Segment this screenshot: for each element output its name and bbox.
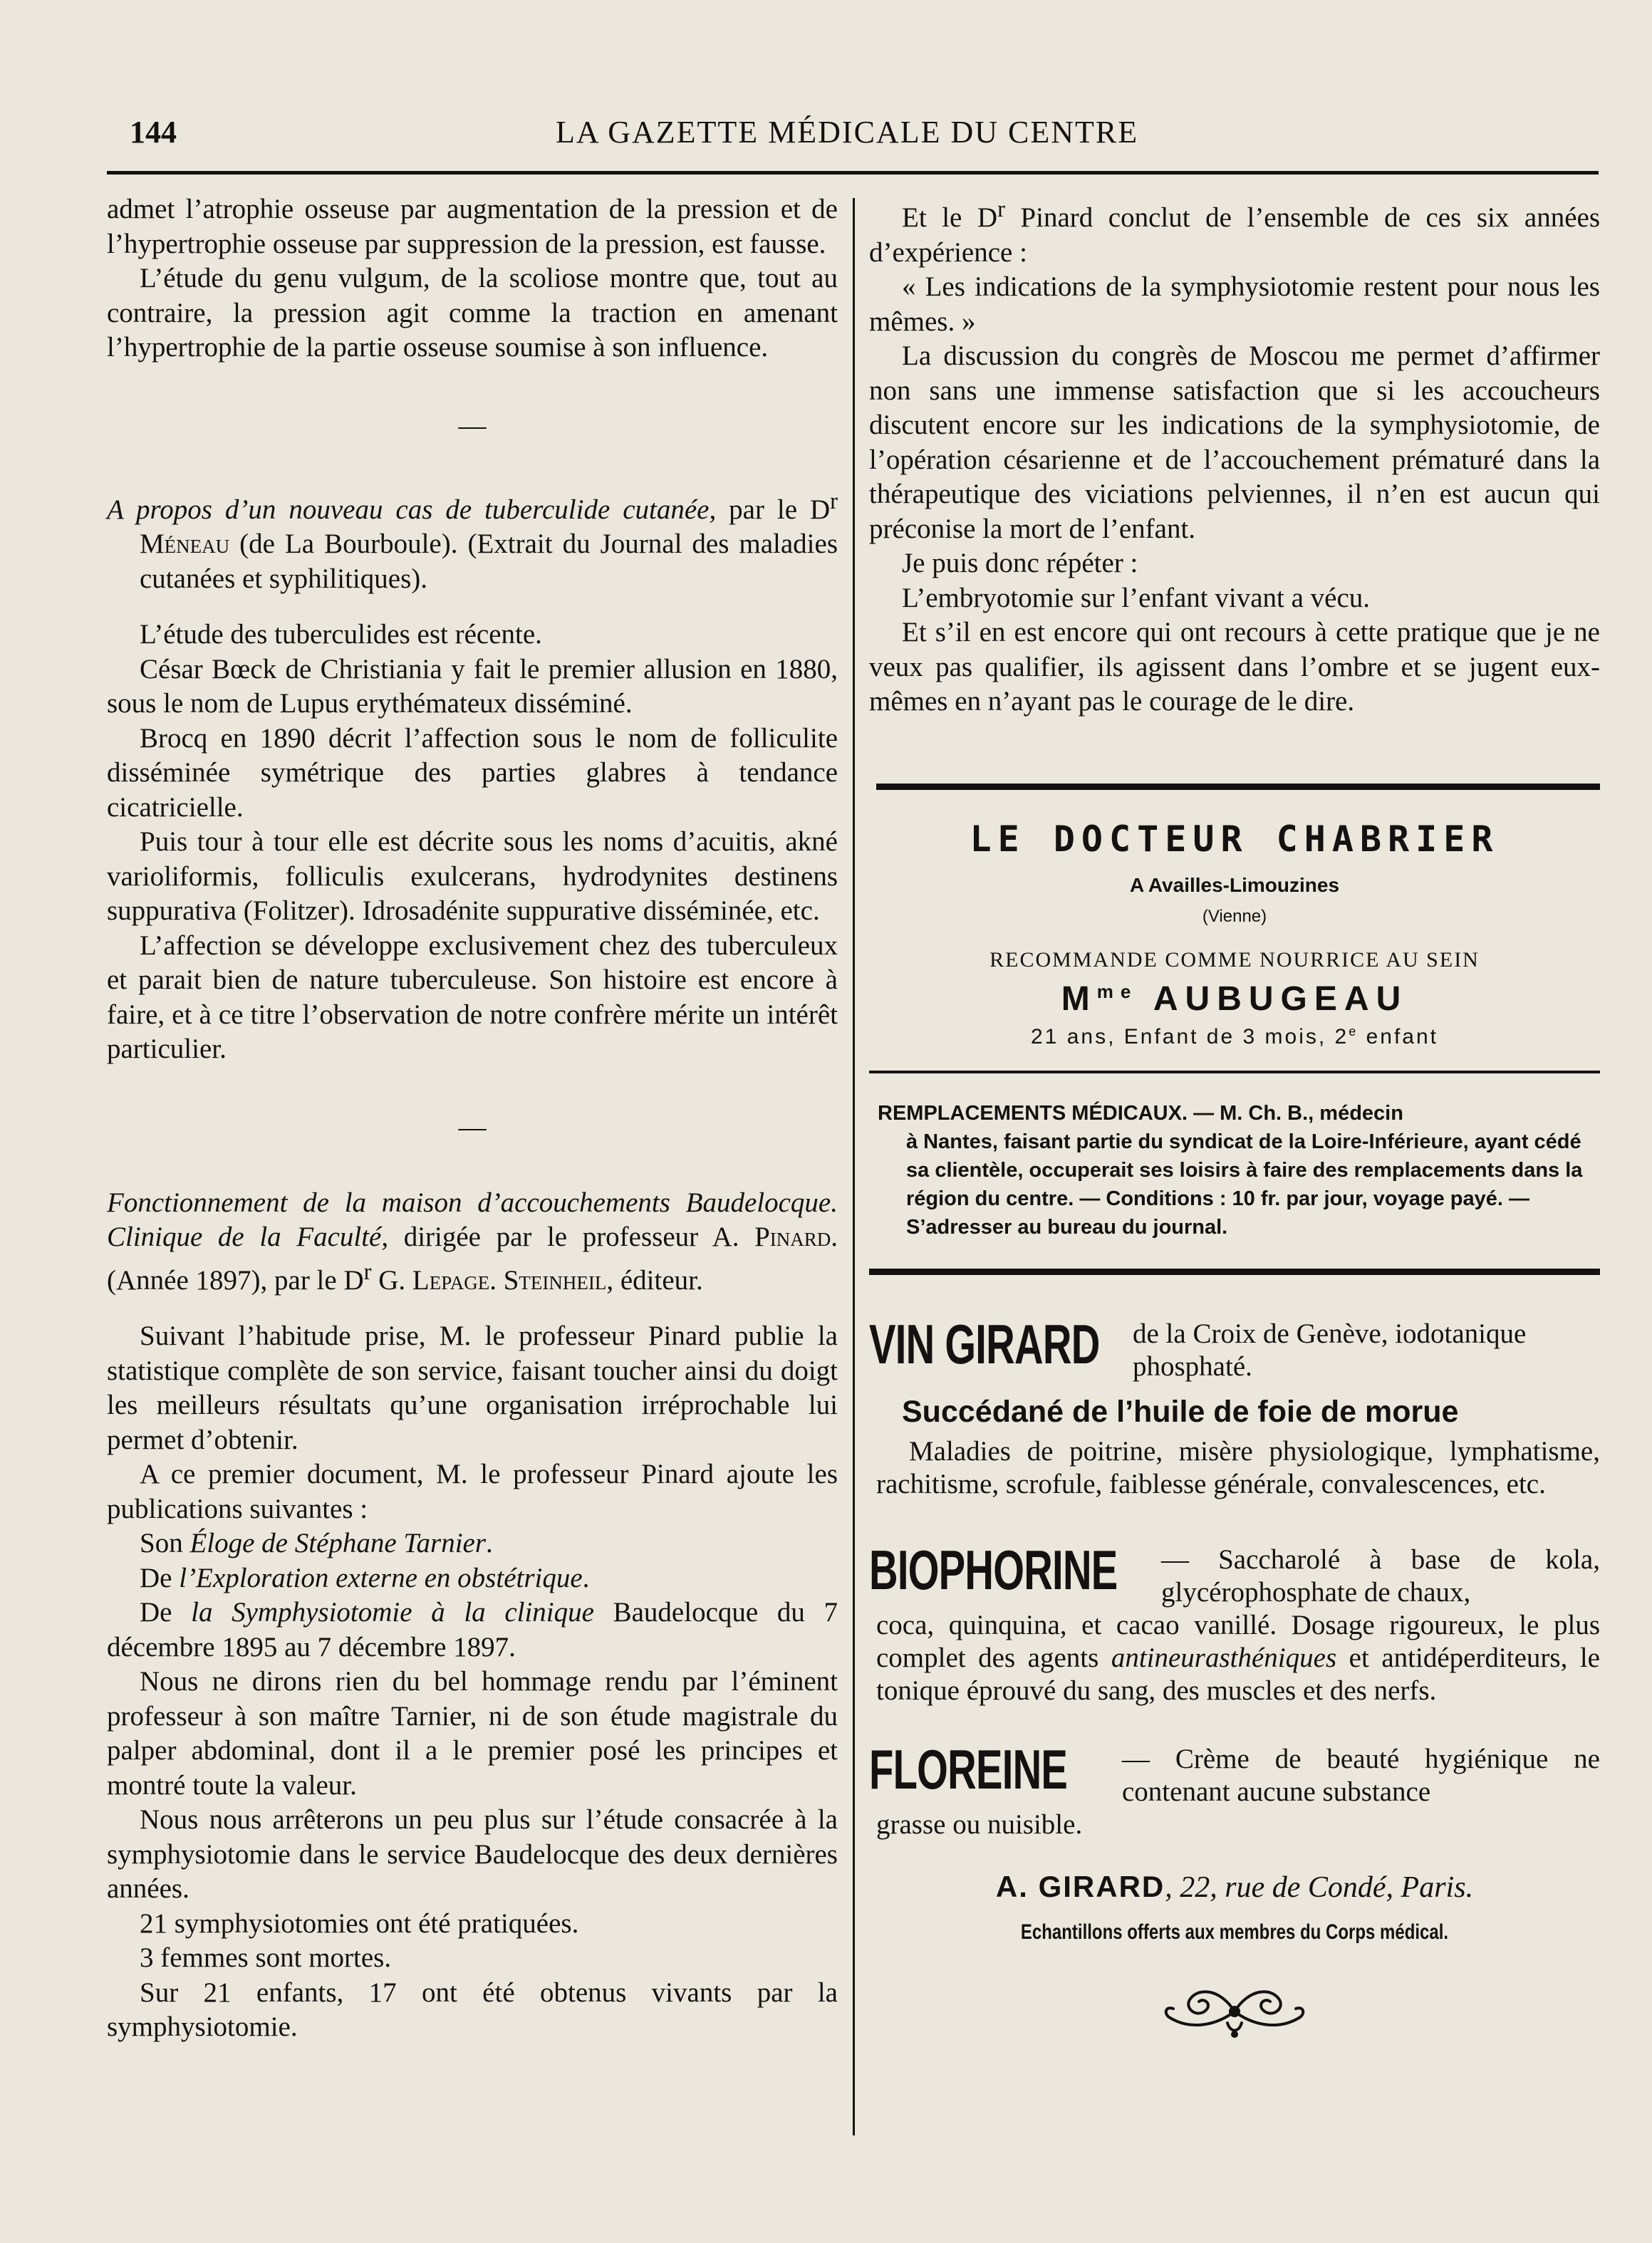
article-desc: dirigée par le professeur A. [403,1222,739,1252]
ornament-flourish-icon [1156,1982,1313,2041]
samples-notice: Echantillons offerts aux membres du Corps médical. [1020,1920,1449,1944]
advert-title: LE DOCTEUR CHABRIER [970,818,1500,860]
author-name: Méneau [140,529,230,559]
company-name: A. GIRARD [995,1869,1165,1903]
publication-item [107,1526,838,1561]
nurse-title: M [1061,979,1097,1018]
pub-suffix: . [486,1528,493,1558]
statistic-line: 21 symphysiotomies ont été pratiquées. [140,1908,579,1939]
advert-name-box [869,1737,1122,1801]
publisher-name: Steinheil [503,1264,607,1296]
header-rule [107,171,1599,175]
intro-paragraph: admet l’atrophie osseuse par augmentation de la pression et de l’hypertrophie osseuse par suppression de la pression, est fausse. [107,194,838,259]
byline-sup: r [830,488,838,514]
article-title: Fonctionnement de la maison d’accouchements Baudelocque. Clinique de la Faculté, [107,1187,838,1252]
tuberculide-paragraph: L’étude des tuberculides est récente. [140,619,542,650]
advert-rule [869,1269,1600,1275]
advert-floreine [869,1737,1600,1841]
pinard-quote: « Les indications de la symphysiotomie restent pour nous les mêmes. » [869,271,1600,337]
article-desc: . [489,1264,497,1296]
text-run: enfant [1358,1024,1438,1048]
byline-sup: r [997,197,1005,222]
product-tagline: — Saccharolé à base de kola, glycérophosphate de chaux, [1161,1544,1600,1608]
publication-item [107,1596,838,1665]
pub-prefix: Son [140,1528,190,1558]
notice-heading: REMPLACEMENTS MÉDICAUX. [878,1101,1188,1125]
advert-name-box [869,1312,1133,1375]
tuberculide-paragraph: Puis tour à tour elle est décrite sous les noms d’acuitis, akné varioliformis, folliculis exulcerans, hydrodynites destinens suppurativa (Folitzer). Idrosadénite suppurative disséminée, etc. [107,826,838,926]
product-description [869,1609,1600,1707]
right-column [869,192,1600,2041]
notice-remplacements [869,1073,1600,1269]
text-run: et antidéperditeurs, le tonique éprouvé du sang, des muscles et des nerfs. [876,1642,1600,1706]
advert-recommendation: RECOMMANDE COMME NOURRICE AU SEIN [989,947,1480,972]
advert-department: (Vienne) [1202,906,1267,926]
notice-lead: — M. Ch. B., médecin [1188,1101,1403,1125]
pub-prefix: De [140,1597,192,1628]
advert-head-row [869,1538,1600,1609]
baudelocque-paragraph: A ce premier document, M. le professeur Pinard ajoute les publications suivantes : [107,1459,838,1524]
pinard-paragraph: Et s’il en est encore qui ont recours à cette pratique que je ne veux pas qualifier, ils agissent dans l’ombre et se jugent eux-mêmes en n’ayant pas le courage de le dire. [869,617,1600,717]
article-baudelocque-heading [107,1186,838,1299]
girard-address [869,1870,1600,1905]
tuberculide-paragraph: César Bœck de Christiania y fait le premier allusion en 1880, sous le nom de Lupus erythémateux disséminé. [107,653,838,719]
byline: par le D [729,494,831,525]
article-tuberculide-heading [107,484,838,597]
text-run: Et le D [902,202,998,233]
pinard-paragraph: Je puis donc répéter : [902,548,1138,578]
pub-title: Éloge de Stéphane Tarnier [189,1528,487,1558]
article-title: A propos d’un nouveau cas de tuberculide cutanée, [107,494,717,525]
product-description: Maladies de poitrine, misère physiologique, lymphatisme, rachitisme, scrofule, faiblesse générale, convalescences, etc. [876,1435,1600,1499]
journal-title: LA GAZETTE MÉDICALE DU CENTRE [556,115,1139,150]
pub-suffix: . [582,1562,590,1593]
page-number: 144 [130,115,177,150]
advert-rule [876,784,1600,790]
product-description: grasse ou nuisible. [876,1809,1083,1840]
pinard-paragraph: L’embryotomie sur l’enfant vivant a vécu. [902,582,1371,613]
text-emphasis: antineurasthéniques [1111,1642,1337,1673]
text-run: Pinard conclut de l’ensemble de ces six années d’expérience : [869,202,1600,268]
author-name: Lepage [412,1264,490,1296]
running-header [107,114,1603,157]
nurse-title-sup: me [1096,980,1138,1002]
company-address: , 22, rue de Condé, Paris. [1165,1870,1474,1904]
statistic-line: Sur 21 enfants, 17 ont été obtenus vivants par la symphysiotomie. [107,1977,838,2042]
section-separator: — [458,410,487,441]
advert-head-row [869,1737,1600,1809]
column-divider [853,198,855,2135]
left-column [107,192,838,2045]
text-sup: e [1349,1024,1359,1039]
product-name: VIN GIRARD [869,1312,1100,1375]
product-tagline: — Crème de beauté hygiénique ne contenant aucune substance [1122,1743,1600,1807]
tuberculide-paragraph: L’affection se développe exclusivement chez des tuberculeux et parait bien de nature tuberculeuse. Son histoire est encore à faire, et à ce titre l’observation de notre confrère mérite un intérêt particulier. [107,930,838,1064]
text-run: coca, quinquina, et cacao vanillé. Dosage rigoureux, le plus complet des agents [876,1609,1600,1673]
pinard-paragraph: La discussion du congrès de Moscou me permet d’affirmer non sans une immense satisfaction que si les accoucheurs discutent encore sur les indications de la symphysiotomie, de l’opération césarienne et de l’accouchement prématuré dans la thérapeutique des viciations pelviennes, il n’en est aucun qui préconise la mort de l’enfant. [869,340,1600,544]
author-name: Pinard [754,1222,831,1252]
pub-title: la Symphysiotomie à la clinique [191,1597,594,1628]
article-desc: G. [371,1264,406,1296]
nurse-surname: AUBUGEAU [1153,979,1408,1018]
product-tagline: de la Croix de Genève, iodotanique phosphaté. [1133,1318,1527,1382]
pub-prefix: De [140,1562,180,1593]
product-subtitle: Succédané de l’huile de foie de morue [902,1394,1459,1429]
pub-suffix: Baudelocque du 7 décembre 1895 au 7 décembre 1897. [107,1597,838,1662]
advert-vin-girard [869,1312,1600,1501]
notice-body: à Nantes, faisant partie du syndicat de la Loire-Inférieure, ayant cédé sa clientèle, occuperait ses loisirs à faire des remplacements dans la région du centre. — Conditions : 10 fr. par jour, voyage payé. — S’adresser au bureau du journal. [906,1130,1583,1239]
article-desc: . (Année 1897), par le D [107,1222,838,1296]
article-desc: , éditeur. [606,1264,703,1296]
advert-place: A Availles-Limouzines [1129,873,1340,896]
notice-first-line [878,1099,1600,1128]
tuberculide-paragraph: Brocq en 1890 décrit l’affection sous le nom de folliculite disséminée symétrique des parties glabres à tendance cicatricielle. [107,722,838,823]
nurse-name [869,979,1600,1019]
article-source: (de La Bourboule). (Extrait du Journal des maladies cutanées et syphilitiques). [140,529,838,594]
byline-sup: r [363,1259,372,1285]
advert-biophorine [869,1538,1600,1707]
genu-paragraph: L’étude du genu vulgum, de la scoliose montre que, tout au contraire, la pression agit comme la traction en amenant l’hypertrophie de la partie osseuse soumise à son influence. [107,263,838,363]
advert-head-row [869,1312,1600,1383]
baudelocque-paragraph: Nous nous arrêterons un peu plus sur l’étude consacrée à la symphysiotomie dans le service Baudelocque des deux dernières années. [107,1804,838,1904]
statistic-line: 3 femmes sont mortes. [140,1942,392,1973]
product-name: FLOREINE [869,1737,1068,1801]
pinard-paragraph [869,192,1600,270]
advert-docteur-chabrier [869,790,1600,1071]
section-separator: — [458,1111,487,1143]
publication-item [107,1561,838,1596]
pub-title: l’Exploration externe en obstétrique [179,1562,583,1593]
text-run: 21 ans, Enfant de 3 mois, 2 [1031,1024,1349,1048]
product-name: BIOPHORINE [869,1538,1118,1601]
baudelocque-paragraph: Suivant l’habitude prise, M. le professeur Pinard publie la statistique complète de son service, faisant toucher ainsi du doigt les meilleurs résultats qu’une organisation irréprochable lui permet d’obtenir. [107,1321,838,1455]
nurse-info [869,1024,1600,1049]
baudelocque-paragraph: Nous ne dirons rien du bel hommage rendu par l’éminent professeur à son maître Tarnier, ni de son étude magistrale du palper abdominal, dont il a le premier posé les principes et montré toute la valeur. [107,1666,838,1801]
advert-name-box [869,1538,1161,1601]
